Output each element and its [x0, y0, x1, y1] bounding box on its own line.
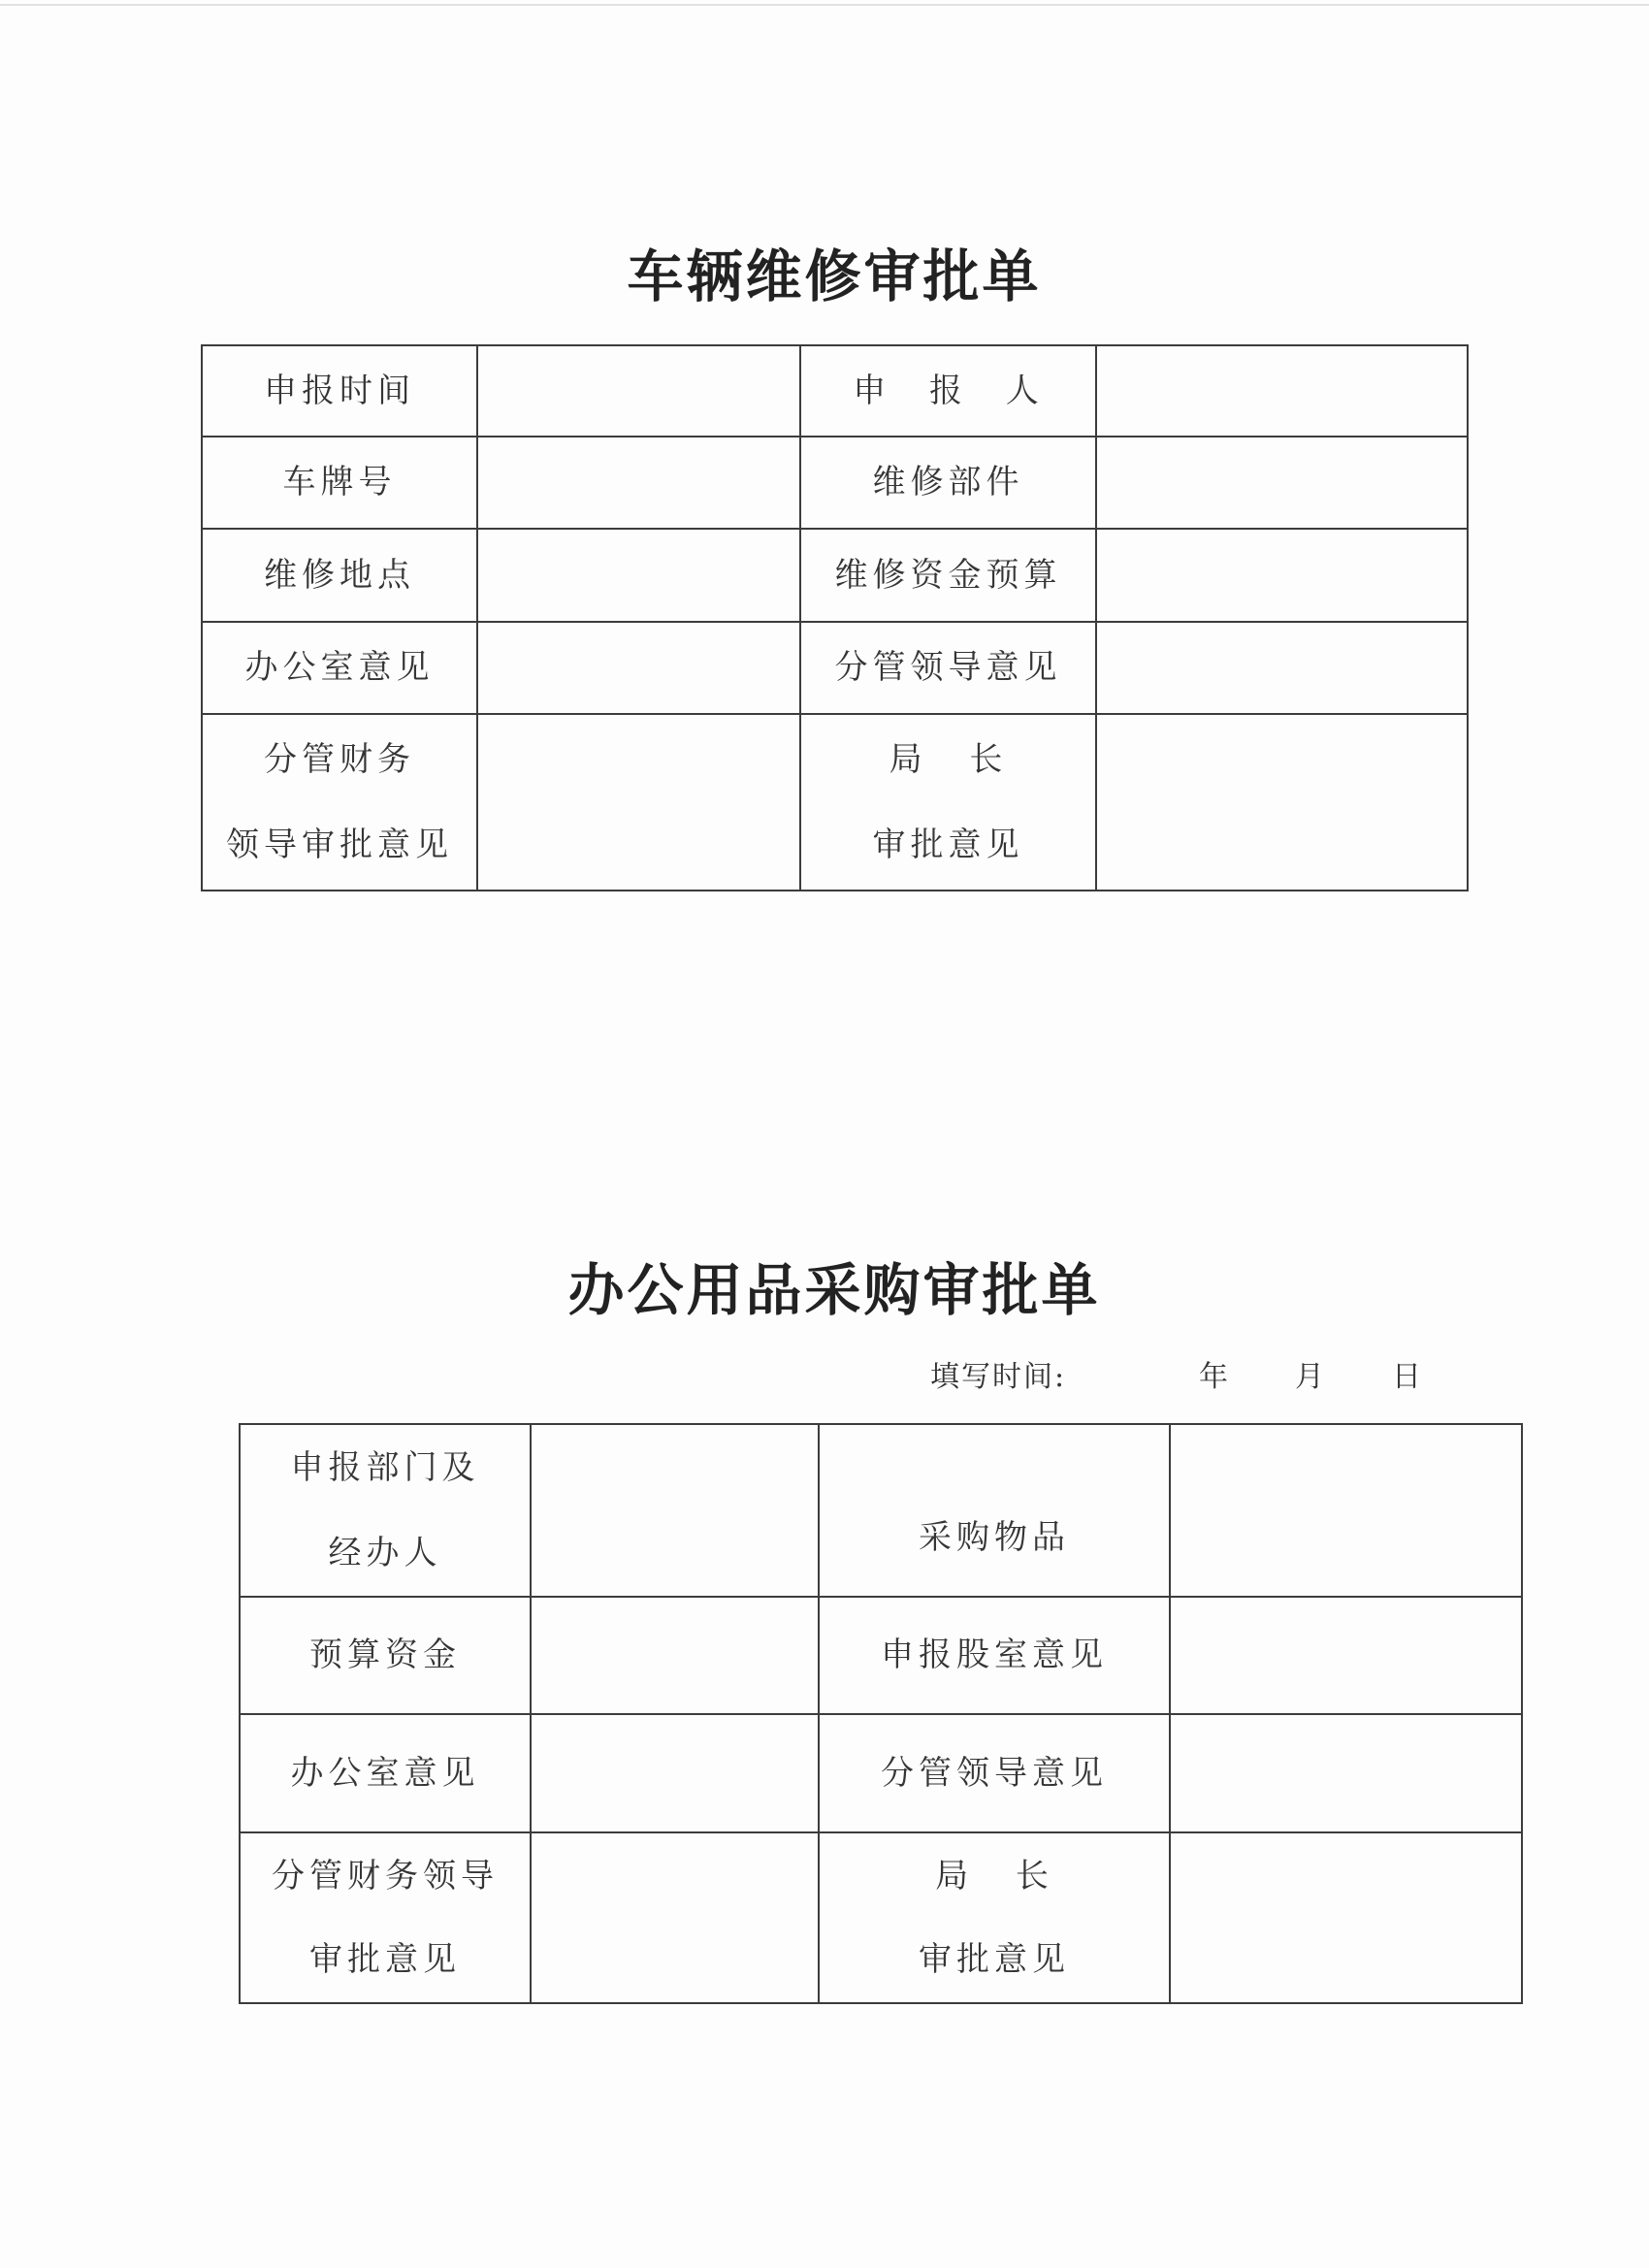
department-handler-line-1: 申报部门及 — [290, 1448, 480, 1487]
finance-leader-opinion-label — [202, 714, 477, 891]
finance-leader-opinion-line-1: 分管财务 — [264, 740, 415, 779]
table-row — [240, 1597, 1522, 1714]
fill-time-day: 日 — [1392, 1360, 1423, 1394]
office-opinion-label: 办公室意见 — [202, 622, 477, 714]
purchase-items-value-cell — [1170, 1424, 1522, 1597]
finance-leader-opinion-value-cell — [477, 714, 800, 891]
table-row — [240, 1832, 1522, 2003]
budget-funds-label: 预算资金 — [240, 1597, 531, 1714]
repair-part-value-cell — [1096, 437, 1468, 529]
director-opinion-line-2: 审批意见 — [872, 826, 1024, 864]
repair-part-label: 维修部件 — [800, 437, 1096, 529]
director-opinion-line-1: 局 长 — [935, 1857, 1053, 1895]
director-opinion-line-1: 局 长 — [889, 740, 1008, 779]
director-opinion-value-cell — [1096, 714, 1468, 891]
finance-leader-opinion-line-2: 审批意见 — [309, 1940, 461, 1979]
department-handler-line-2: 经办人 — [328, 1534, 442, 1572]
office-supplies-table — [239, 1423, 1523, 2004]
table-row — [240, 1714, 1522, 1832]
plate-number-value-cell — [477, 437, 800, 529]
repair-location-value-cell — [477, 529, 800, 622]
reporter-label-text: 申 报 人 — [853, 371, 1044, 410]
table-row — [202, 622, 1468, 714]
budget-funds-value-cell — [531, 1597, 819, 1714]
repair-budget-value-cell — [1096, 529, 1468, 622]
leader-opinion-value-cell — [1096, 622, 1468, 714]
repair-budget-label: 维修资金预算 — [800, 529, 1096, 622]
section-opinion-value-cell — [1170, 1597, 1522, 1714]
reporter-value-cell — [1096, 345, 1468, 437]
plate-number-label: 车牌号 — [202, 437, 477, 529]
section-opinion-label: 申报股室意见 — [819, 1597, 1170, 1714]
leader-opinion-value-cell — [1170, 1714, 1522, 1832]
repair-location-label: 维修地点 — [202, 529, 477, 622]
office-supplies-form-title: 办公用品采购审批单 — [567, 1257, 1101, 1323]
office-opinion-value-cell — [531, 1714, 819, 1832]
table-row — [202, 345, 1468, 437]
finance-leader-opinion-label — [240, 1832, 531, 2003]
vehicle-form-title: 车辆维修审批单 — [627, 243, 1042, 309]
vehicle-repair-table — [201, 344, 1469, 891]
office-opinion-value-cell — [477, 622, 800, 714]
purchase-items-label: 采购物品 — [819, 1424, 1170, 1597]
report-time-value-cell — [477, 345, 800, 437]
fill-time-month: 月 — [1295, 1360, 1326, 1394]
director-opinion-label — [819, 1832, 1170, 2003]
director-opinion-label — [800, 714, 1096, 891]
table-row — [240, 1424, 1522, 1597]
fill-time-year: 年 — [1199, 1360, 1230, 1394]
director-opinion-line-2: 审批意见 — [919, 1940, 1070, 1979]
office-opinion-label: 办公室意见 — [240, 1714, 531, 1832]
finance-leader-opinion-line-1: 分管财务领导 — [272, 1857, 499, 1895]
table-row — [202, 714, 1468, 891]
finance-leader-opinion-value-cell — [531, 1832, 819, 2003]
finance-leader-opinion-line-2: 领导审批意见 — [226, 826, 453, 864]
leader-opinion-label: 分管领导意见 — [800, 622, 1096, 714]
table-row — [202, 437, 1468, 529]
director-opinion-value-cell — [1170, 1832, 1522, 2003]
report-time-label: 申报时间 — [202, 345, 477, 437]
reporter-label — [800, 345, 1096, 437]
fill-time-label: 填写时间: — [930, 1360, 1067, 1394]
scan-edge-line — [0, 4, 1649, 6]
leader-opinion-label: 分管领导意见 — [819, 1714, 1170, 1832]
department-handler-value-cell — [531, 1424, 819, 1597]
table-row — [202, 529, 1468, 622]
department-handler-label — [240, 1424, 531, 1597]
